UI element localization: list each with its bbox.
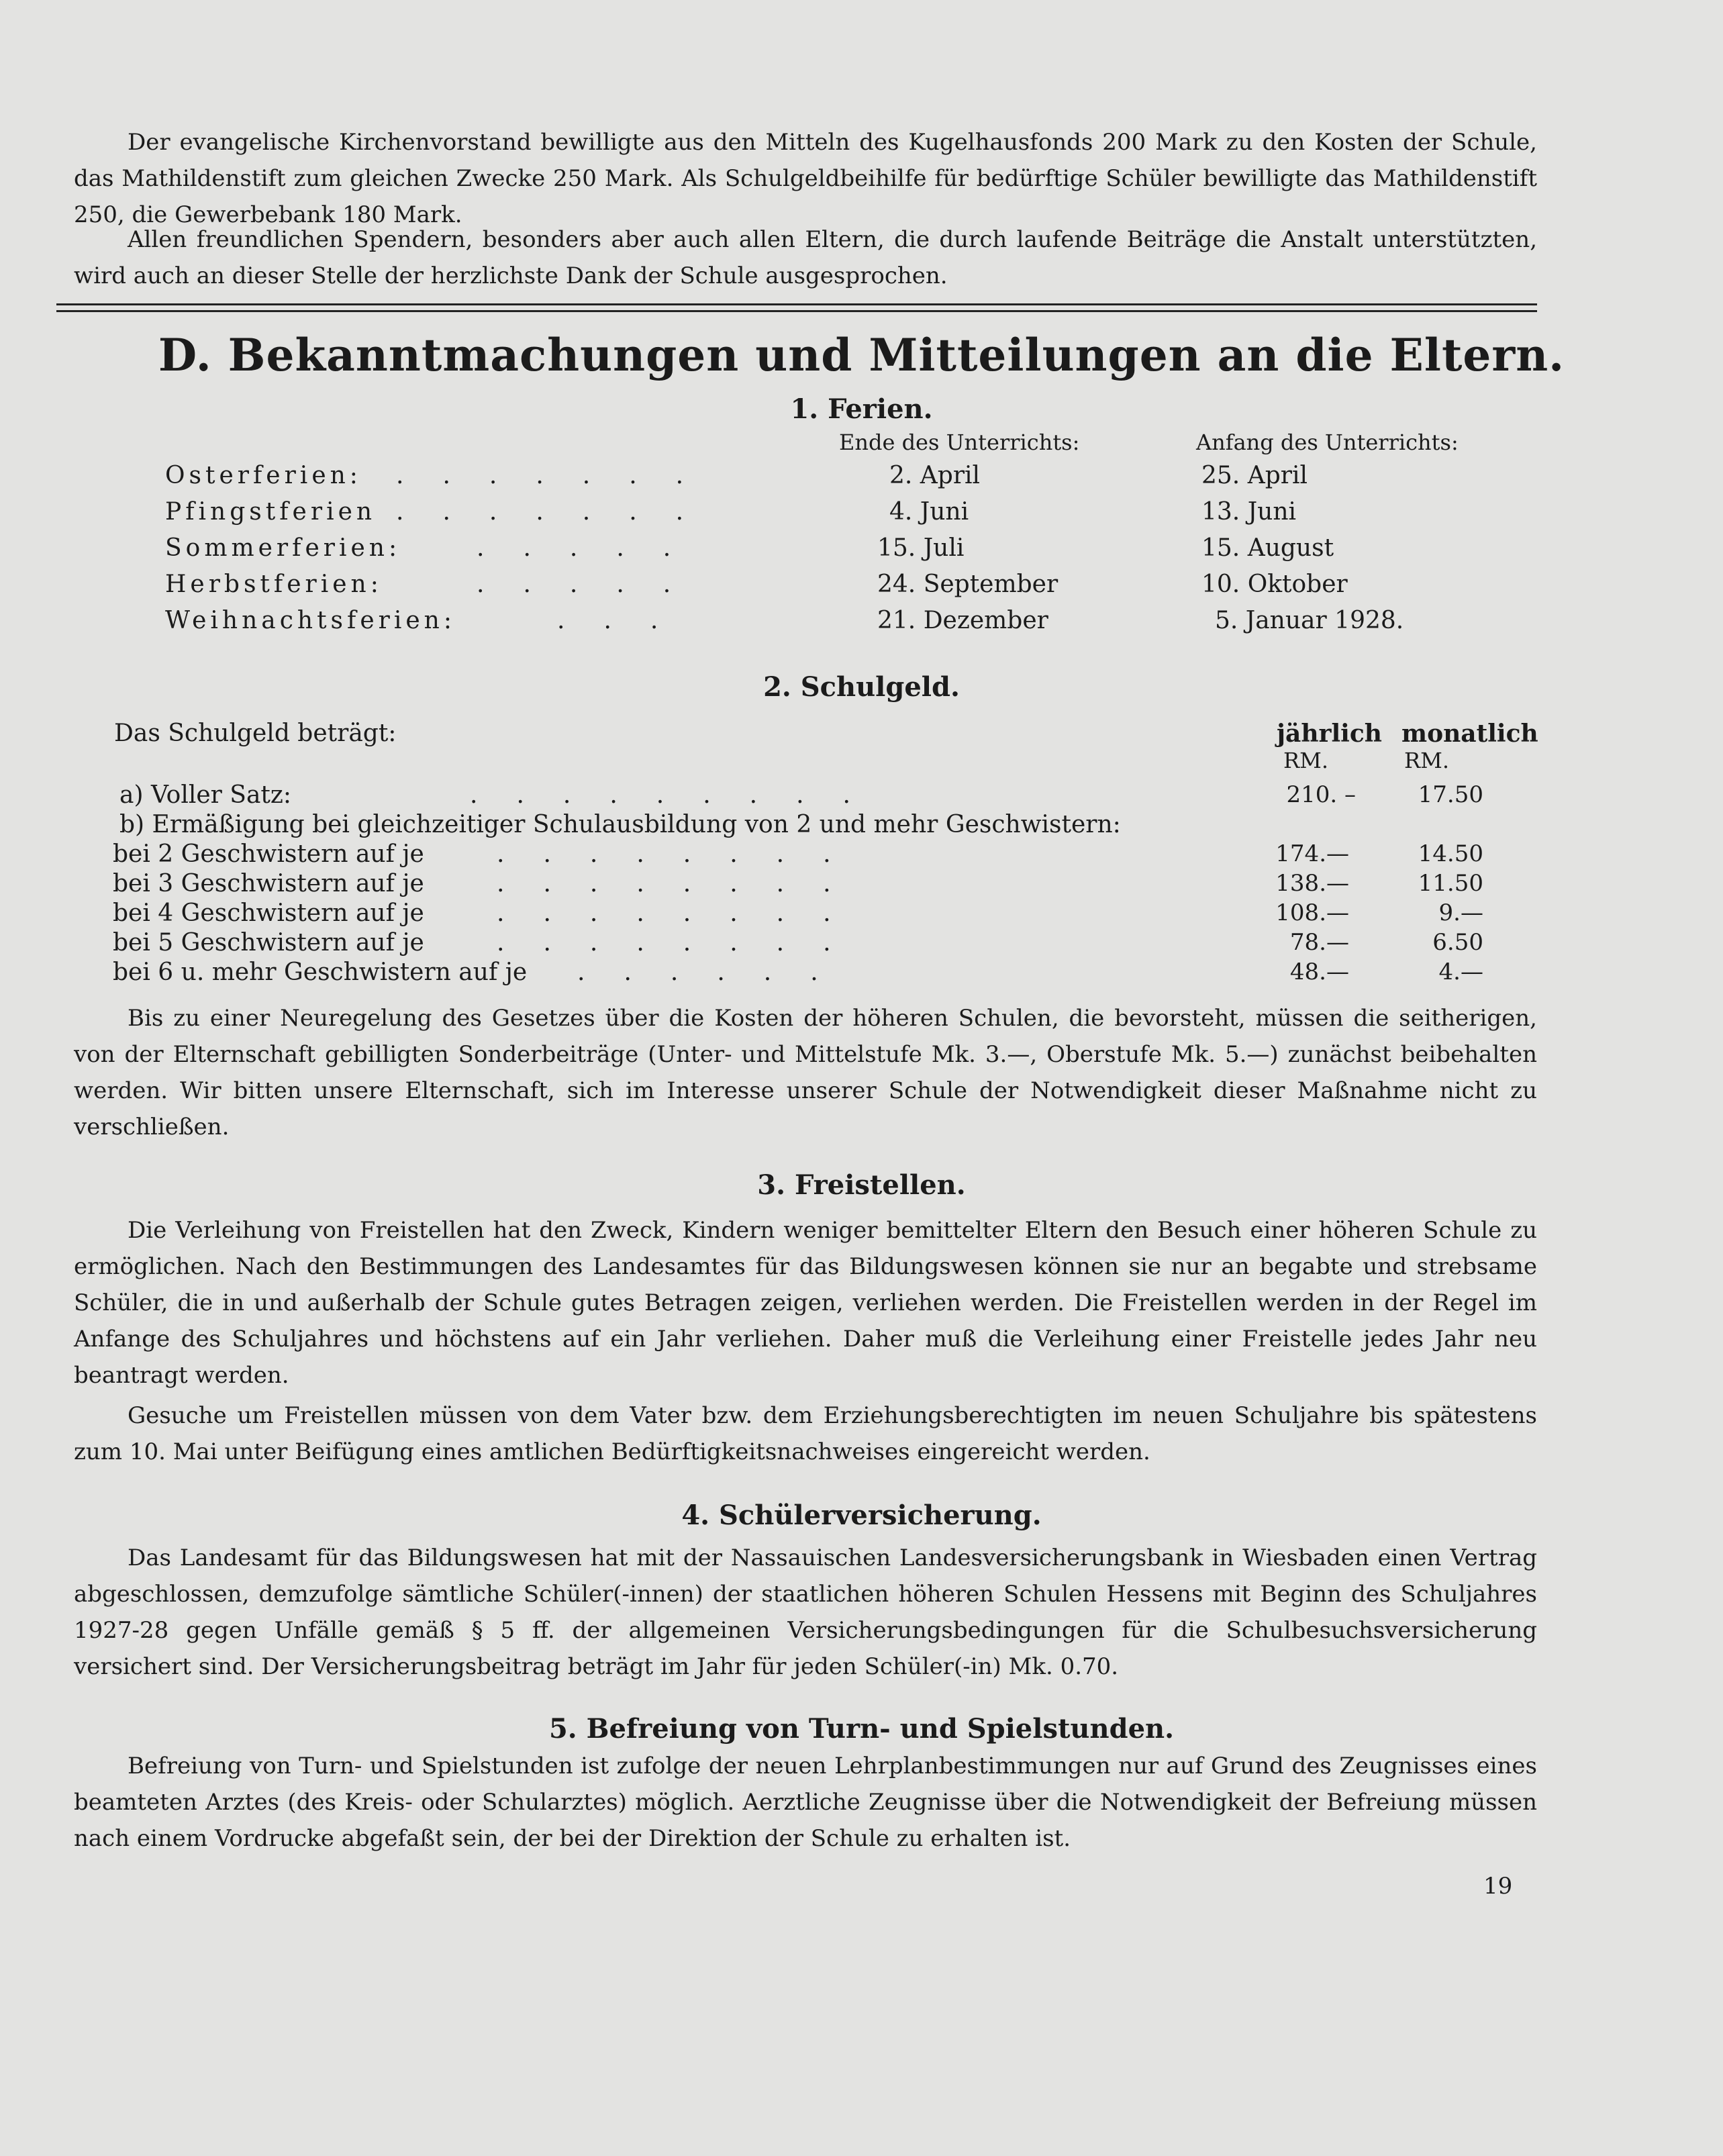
leader-dots: ......... xyxy=(470,781,889,809)
main-title: D. Bekanntmachungen und Mitteilungen an die Eltern. xyxy=(158,329,1565,381)
ferien-row-name: Weihnachtsferien: xyxy=(165,607,456,634)
versicherung-title: 4. Schülerversicherung. xyxy=(681,1500,1042,1531)
leader-dots: ..... xyxy=(477,571,710,598)
leader-dots: ....... xyxy=(396,498,723,526)
leader-dots: ........ xyxy=(497,929,870,957)
schulgeld-unit-month: RM. xyxy=(1404,748,1450,773)
versicherung-paragraph: Das Landesamt für das Bildungswesen hat mit der Nassauischen Landesversicherungsbank in Wiesbaden einen Vertrag abgeschlossen, demzufolge sämtliche Schüler(-innen) der staatlichen höheren Schulen Hessens mit Beginn des Schuljahres 1927-28 gegen Unfälle gemäß § 5 ff. der allgemeinen Versicherungsbedingungen für die Schulbesuchsversicherung versichert sind. Der Versicherungsbeitrag beträgt im Jahr für jeden Schüler(-in) Mk. 0.70. xyxy=(74,1545,1537,1680)
schulgeld-row-year: 78.— xyxy=(1289,929,1349,956)
schulgeld-row-label: bei 4 Geschwistern auf je xyxy=(113,899,424,927)
leader-dots: ........ xyxy=(497,899,870,927)
schulgeld-row-label: a) Voller Satz: xyxy=(119,781,291,809)
schulgeld-row-b-label: b) Ermäßigung bei gleichzeitiger Schulausbildung von 2 und mehr Geschwistern: xyxy=(119,811,1121,838)
schulgeld-intro: Das Schulgeld beträgt: xyxy=(114,720,397,747)
schulgeld-row-label: bei 6 u. mehr Geschwistern auf je xyxy=(113,959,528,986)
ferien-col-start-header: Anfang des Unterrichts: xyxy=(1196,430,1459,455)
schulgeld-row-year: 210. – xyxy=(1286,781,1356,808)
schulgeld-row-year: 174.— xyxy=(1275,840,1349,867)
leader-dots: ........ xyxy=(497,840,870,868)
page-number: 19 xyxy=(1483,1873,1513,1900)
schulgeld-row-month: 9.— xyxy=(1438,899,1483,926)
leader-dots: ..... xyxy=(477,534,710,562)
ferien-row-name: Sommerferien: xyxy=(165,534,401,562)
schulgeld-col-year-header: jährlich xyxy=(1277,720,1382,748)
befreiung-paragraph: Befreiung von Turn- und Spielstunden ist zufolge der neuen Lehrplanbestimmungen nur auf Grund des Zeugnisses eines beamteten Arztes (des Kreis- oder Schularztes) möglich. Aerztliche Zeugnisse über die Notwendigkeit der Befreiung müssen nach einem Vordrucke abgefaßt sein, der bei der Direktion der Schule zu erhalten ist. xyxy=(74,1753,1537,1852)
ferien-row-name: Osterferien: xyxy=(165,462,362,489)
schulgeld-col-month-header: monatlich xyxy=(1401,720,1538,748)
ferien-row-start: 25. April xyxy=(1201,462,1308,489)
leader-dots: ........ xyxy=(497,870,870,897)
schulgeld-row-month: 14.50 xyxy=(1418,840,1483,867)
schulgeld-row-label: bei 5 Geschwistern auf je xyxy=(113,929,424,957)
schulgeld-row-year: 108.— xyxy=(1275,899,1349,926)
schulgeld-title: 2. Schulgeld. xyxy=(763,671,960,703)
schulgeld-unit-year: RM. xyxy=(1283,748,1329,773)
leader-dots: ....... xyxy=(396,462,723,489)
ferien-row-start: 13. Juni xyxy=(1201,498,1297,526)
section-divider-top xyxy=(56,303,1537,305)
schulgeld-row-label: bei 2 Geschwistern auf je xyxy=(113,840,424,868)
ferien-col-end-header: Ende des Unterrichts: xyxy=(839,430,1080,455)
schulgeld-row-year: 48.— xyxy=(1289,959,1349,985)
ferien-row-name: Herbstferien: xyxy=(165,571,383,598)
leader-dots: ...... xyxy=(577,959,857,986)
schulgeld-row-month: 6.50 xyxy=(1432,929,1483,956)
freistellen-paragraph-2: Gesuche um Freistellen müssen von dem Vater bzw. dem Erziehungsberechtigten im neuen Schuljahre bis spätestens zum 10. Mai unter Beifügung eines amtlichen Bedürftigkeitsnachweises eingereicht werden. xyxy=(74,1402,1537,1465)
schulgeld-row-month: 17.50 xyxy=(1418,781,1483,808)
schulgeld-row-label: bei 3 Geschwistern auf je xyxy=(113,870,424,897)
freistellen-paragraph-1: Die Verleihung von Freistellen hat den Zweck, Kindern weniger bemittelter Eltern den Besuch einer höheren Schule zu ermöglichen. Nach den Bestimmungen des Landesamtes für das Bildungswesen können sie nur an begabte und strebsame Schüler, die in und außerhalb der Schule gutes Betragen zeigen, verliehen werden. Die Freistellen werden in der Regel im Anfange des Schuljahres und höchstens auf ein Jahr verliehen. Daher muß die Verleihung einer Freistelle jedes Jahr neu beantragt werden. xyxy=(74,1217,1537,1389)
schulgeld-row-month: 11.50 xyxy=(1418,870,1483,897)
schulgeld-row-month: 4.— xyxy=(1438,959,1483,985)
befreiung-title: 5. Befreiung von Turn- und Spielstunden. xyxy=(548,1713,1175,1745)
leader-dots: ... xyxy=(557,607,697,634)
ferien-title: 1. Ferien. xyxy=(790,393,933,425)
section-divider-bottom xyxy=(56,310,1537,312)
schulgeld-note: Bis zu einer Neuregelung des Gesetzes über die Kosten der höheren Schulen, die bevorsteht, müssen die seitherigen, von der Elternschaft gebilligten Sonderbeiträge (Unter- und Mittelstufe Mk. 3.—, Oberstufe Mk. 5.—) zunächst beibehalten werden. Wir bitten unsere Elternschaft, sich im Interesse unserer Schule der Notwendigkeit dieser Maßnahme nicht zu verschließen. xyxy=(74,1005,1537,1140)
ferien-row-name: Pfingstferien xyxy=(165,498,377,526)
freistellen-title: 3. Freistellen. xyxy=(757,1169,966,1201)
ferien-row-start: 5. Januar 1928. xyxy=(1215,607,1404,634)
intro-paragraph-2: Allen freundlichen Spendern, besonders aber auch allen Eltern, die durch laufende Beiträge die Anstalt unterstützten, wird auch an dieser Stelle der herzlichste Dank der Schule ausgesprochen. xyxy=(74,226,1537,289)
ferien-row-end: 15. Juli xyxy=(877,534,965,562)
intro-paragraph-1: Der evangelische Kirchenvorstand bewilligte aus den Mitteln des Kugelhausfonds 200 Mark zu den Kosten der Schule, das Mathildenstift zum gleichen Zwecke 250 Mark. Als Schulgeldbeihilfe für bedürftige Schüler bewilligte das Mathildenstift 250, die Gewerbebank 180 Mark. xyxy=(74,129,1537,228)
ferien-row-start: 10. Oktober xyxy=(1201,571,1348,598)
ferien-row-start: 15. August xyxy=(1201,534,1334,562)
ferien-row-end: 4. Juni xyxy=(889,498,969,526)
ferien-row-end: 24. September xyxy=(877,571,1059,598)
ferien-row-end: 21. Dezember xyxy=(877,607,1048,634)
ferien-row-end: 2. April xyxy=(889,462,981,489)
schulgeld-row-year: 138.— xyxy=(1275,870,1349,897)
